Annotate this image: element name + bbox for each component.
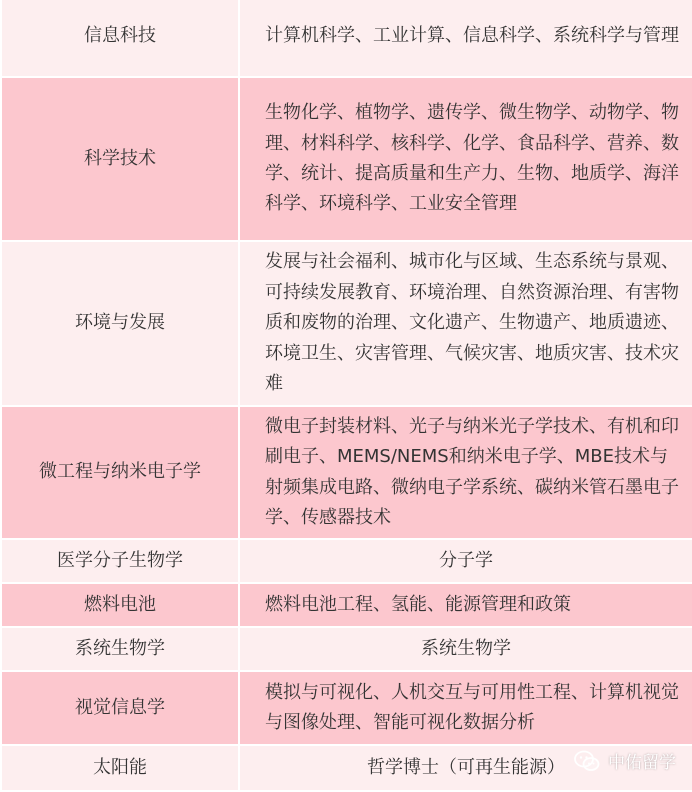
- field-desc: 系统生物学: [239, 627, 692, 671]
- table-row: [1, 671, 692, 745]
- table-row: [1, 0, 692, 77]
- field-name: 燃料电池: [1, 583, 239, 627]
- field-desc: 哲学博士（可再生能源）: [239, 745, 692, 791]
- field-desc: 计算机科学、工业计算、信息科学、系统科学与管理: [239, 0, 692, 77]
- watermark-text: 中佑留学: [608, 753, 676, 773]
- field-desc: 燃料电池工程、氢能、能源管理和政策: [239, 583, 692, 627]
- table-row: [1, 241, 692, 406]
- field-desc: 模拟与可视化、人机交互与可用性工程、计算机视觉与图像处理、智能可视化数据分析: [239, 671, 692, 745]
- field-desc: 发展与社会福利、城市化与区域、生态系统与景观、可持续发展教育、环境治理、自然资源治理、有害物质和废物的治理、文化遗产、生物遗产、地质遗迹、环境卫生、灾害管理、气候灾害、地质灾害、技术灾难: [239, 241, 692, 406]
- field-name: 医学分子生物学: [1, 539, 239, 583]
- field-desc: 生物化学、植物学、遗传学、微生物学、动物学、物理、材料科学、核科学、化学、食品科学、营养、数学、统计、提高质量和生产力、生物、地质学、海洋科学、环境科学、工业安全管理: [239, 77, 692, 241]
- field-desc: 分子学: [239, 539, 692, 583]
- table-row: [1, 406, 692, 539]
- watermark: [574, 748, 676, 773]
- field-name: 科学技术: [1, 77, 239, 241]
- field-name: 环境与发展: [1, 241, 239, 406]
- field-desc: 微电子封装材料、光子与纳米光子学技术、有机和印刷电子、MEMS/NEMS和纳米电子学、MBE技术与射频集成电路、微纳电子学系统、碳纳米管石墨电子学、传感器技术: [239, 406, 692, 539]
- table-row: [1, 627, 692, 671]
- field-name: 太阳能: [1, 745, 239, 791]
- field-name: 系统生物学: [1, 627, 239, 671]
- wechat-icon: [574, 750, 600, 772]
- field-name: 信息科技: [1, 0, 239, 77]
- table-row: [1, 77, 692, 241]
- table-row: [1, 539, 692, 583]
- field-name: 微工程与纳米电子学: [1, 406, 239, 539]
- field-name: 视觉信息学: [1, 671, 239, 745]
- table-row: [1, 583, 692, 627]
